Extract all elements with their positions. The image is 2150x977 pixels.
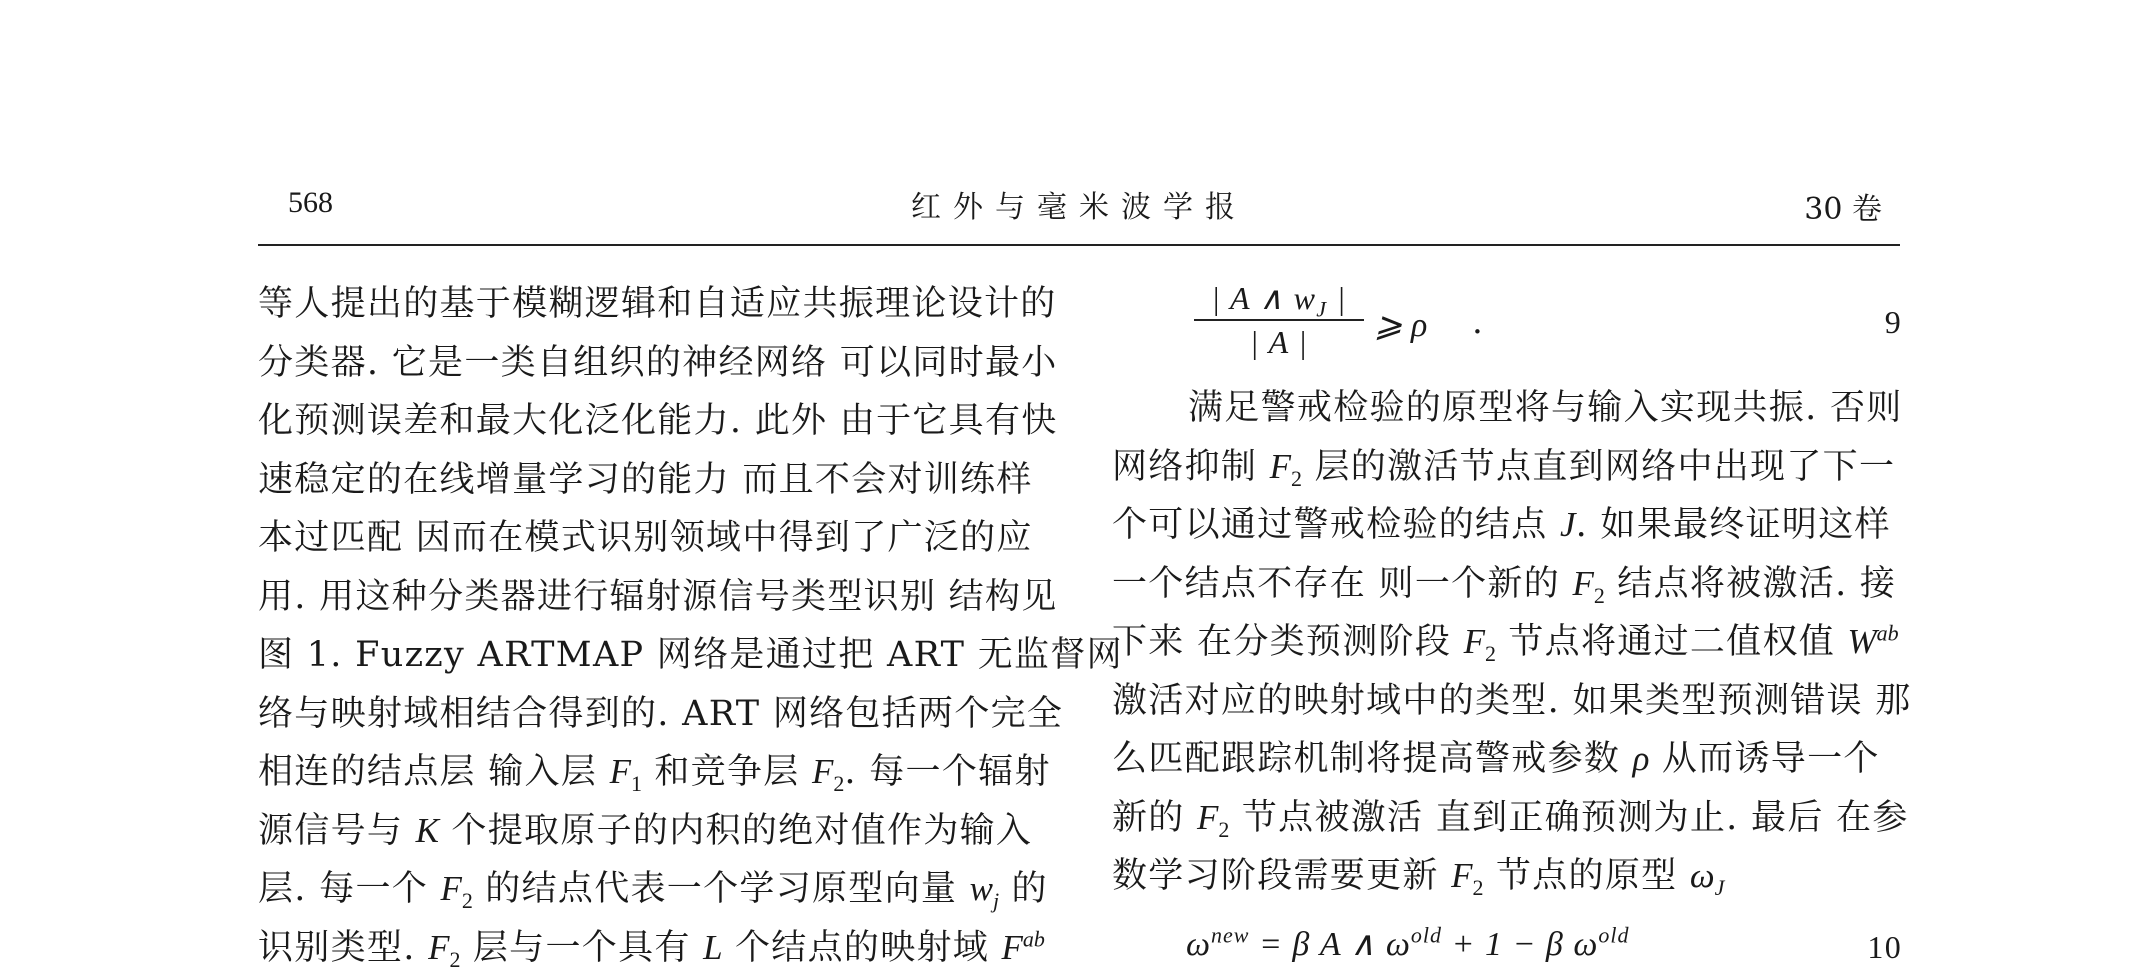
text-line: 分类器. 它是一类自组织的神经网络 可以同时最小: [258, 334, 1048, 393]
text-line: 速稳定的在线增量学习的能力 而且不会对训练样: [258, 451, 1048, 510]
text-line: 等人提出的基于模糊逻辑和自适应共振理论设计的: [258, 275, 1048, 334]
text-line: 下来 在分类预测阶段 $F_2$ 节点将通过二值权值 $W^{ab}$: [1112, 613, 1902, 672]
fraction: | A ∧ $w_J$ | | A |: [1194, 279, 1364, 361]
text-line: 本过匹配 因而在模式识别领域中得到了广泛的应: [258, 509, 1048, 568]
text-line: 图 1. Fuzzy ARTMAP 网络是通过把 ART 无监督网: [258, 626, 1048, 685]
text-line: 化预测误差和最大化泛化能力. 此外 由于它具有快: [258, 392, 1048, 451]
text-line: 络与映射域相结合得到的. ART 网络包括两个完全: [258, 685, 1048, 744]
text-line: 激活对应的映射域中的类型. 如果类型预测错误 那: [1112, 672, 1902, 731]
text-line: 用. 用这种分类器进行辐射源信号类型识别 结构见: [258, 568, 1048, 627]
equation-9: | A ∧ $w_J$ | | A | ⩾ ρ . 9: [1112, 275, 1902, 361]
equation-number: 10: [1867, 918, 1902, 977]
volume-label: 30 卷: [1804, 184, 1882, 228]
right-column: [1112, 275, 1902, 968]
text-line: 新的 $F_2$ 节点被激活 直到正确预测为止. 最后 在参: [1112, 789, 1902, 848]
running-header: [258, 178, 1900, 228]
text-line: 识别类型. $F_2$ 层与一个具有 L 个结点的映射域 $F^{ab}$: [258, 919, 1048, 977]
equation-10: [1112, 908, 1902, 968]
vigilance-relation: ⩾ ρ: [1374, 297, 1427, 356]
text-line: 层. 每一个 $F_2$ 的结点代表一个学习原型向量 $w_j$ 的: [258, 860, 1048, 919]
update-rule: $\omega^{new} = \beta$ A ∧ $\omega^{old} + 1 - \beta$ $\omega^{old}$: [1186, 916, 1629, 975]
text-line: 么匹配跟踪机制将提高警戒参数 ρ 从而诱导一个: [1112, 730, 1902, 789]
text-line: 满足警戒检验的原型将与输入实现共振. 否则: [1112, 379, 1902, 438]
text-line: 一个结点不存在 则一个新的 $F_2$ 结点将被激活. 接: [1112, 555, 1902, 614]
text-line: 数学习阶段需要更新 $F_2$ 节点的原型 $\omega_J$: [1112, 847, 1902, 906]
journal-title: 红外与毫米波学报: [258, 182, 1900, 226]
text-line: 相连的结点层 输入层 $F_1$ 和竞争层 $F_2$. 每一个辐射: [258, 743, 1048, 802]
text-line: 网络抑制 $F_2$ 层的激活节点直到网络中出现了下一: [1112, 438, 1902, 497]
equation-number: 9: [1885, 293, 1902, 352]
text-line: 源信号与 K 个提取原子的内积的绝对值作为输入: [258, 802, 1048, 861]
page-number: 568: [288, 186, 333, 220]
text-line: 个可以通过警戒检验的结点 J. 如果最终证明这样: [1112, 496, 1902, 555]
header-rule: [258, 244, 1900, 246]
left-column: [258, 275, 1048, 977]
